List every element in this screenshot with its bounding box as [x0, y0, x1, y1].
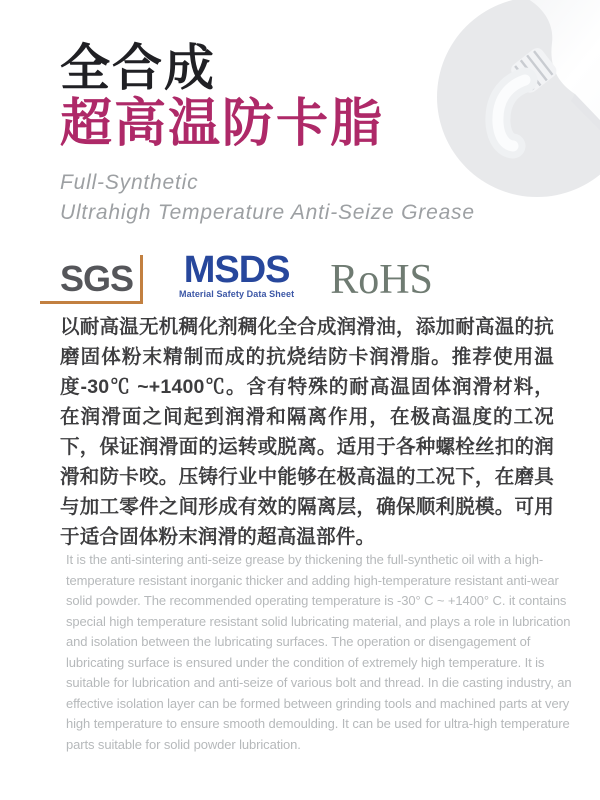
- rohs-logo-text: RoHS: [330, 257, 433, 304]
- title-block: [60, 42, 475, 228]
- product-title-cn-line1: 全合成: [60, 40, 216, 96]
- rohs-logo: [330, 257, 433, 304]
- sgs-logo-text: SGS: [60, 258, 134, 299]
- description-chinese: 以耐高温无机稠化剂稠化全合成润滑油，添加耐高温的抗磨固体粉末精制而成的抗烧结防卡润滑脂。推荐使用温度-30℃ ~+1400℃。含有特殊的耐高温固体润滑材料，在润滑面之间起到润滑和隔离作用，在极高温度的工况下，保证润滑面的运转或脱离。适用于各种螺栓丝扣的润滑和防卡咬。压铸行业中能够在极高温的工况下，在磨具与加工零件之间形成有效的隔离层，确保顺利脱模。可用于适合固体粉末润滑的超高温部件。: [60, 316, 554, 548]
- description-english: It is the anti-sintering anti-seize grease by thickening the full-synthetic oil with a high-temperature resistant inorganic thicker and adding high-temperature resistant anti-wear solid powder. The recommended operating temperature is -30° C ~ +1400° C. it contains special high temperature resistant solid lubricating material, and plays a role in lubrication and isolation between the lubricating surfaces. The operation or disengagement of lubricating surface is ensured under the condition of extremely high temperature. It is suitable for lubrication and anti-seize of various bolt and thread. In die casting industry, an effective isolation layer can be formed between grinding tools and machined parts at very high temperature to ensure smooth demoulding. It can be used for ultra-high temperature parts suitable for solid powder lubrication.: [66, 552, 572, 752]
- msds-logo: [179, 248, 295, 304]
- product-title-cn-line2: 超高温防卡脂: [60, 95, 385, 153]
- sgs-logo: [58, 257, 143, 304]
- product-title-en-line2: Ultrahigh Temperature Anti-Seize Grease: [60, 201, 475, 225]
- sgs-frame-vertical-line: [140, 255, 143, 304]
- certification-row: [58, 246, 433, 304]
- msds-logo-text: MSDS: [183, 248, 290, 291]
- sgs-frame-underline: [40, 301, 143, 304]
- msds-logo-subtext: Material Safety Data Sheet: [179, 289, 295, 299]
- product-title-en-line1: Full-Synthetic: [60, 171, 199, 195]
